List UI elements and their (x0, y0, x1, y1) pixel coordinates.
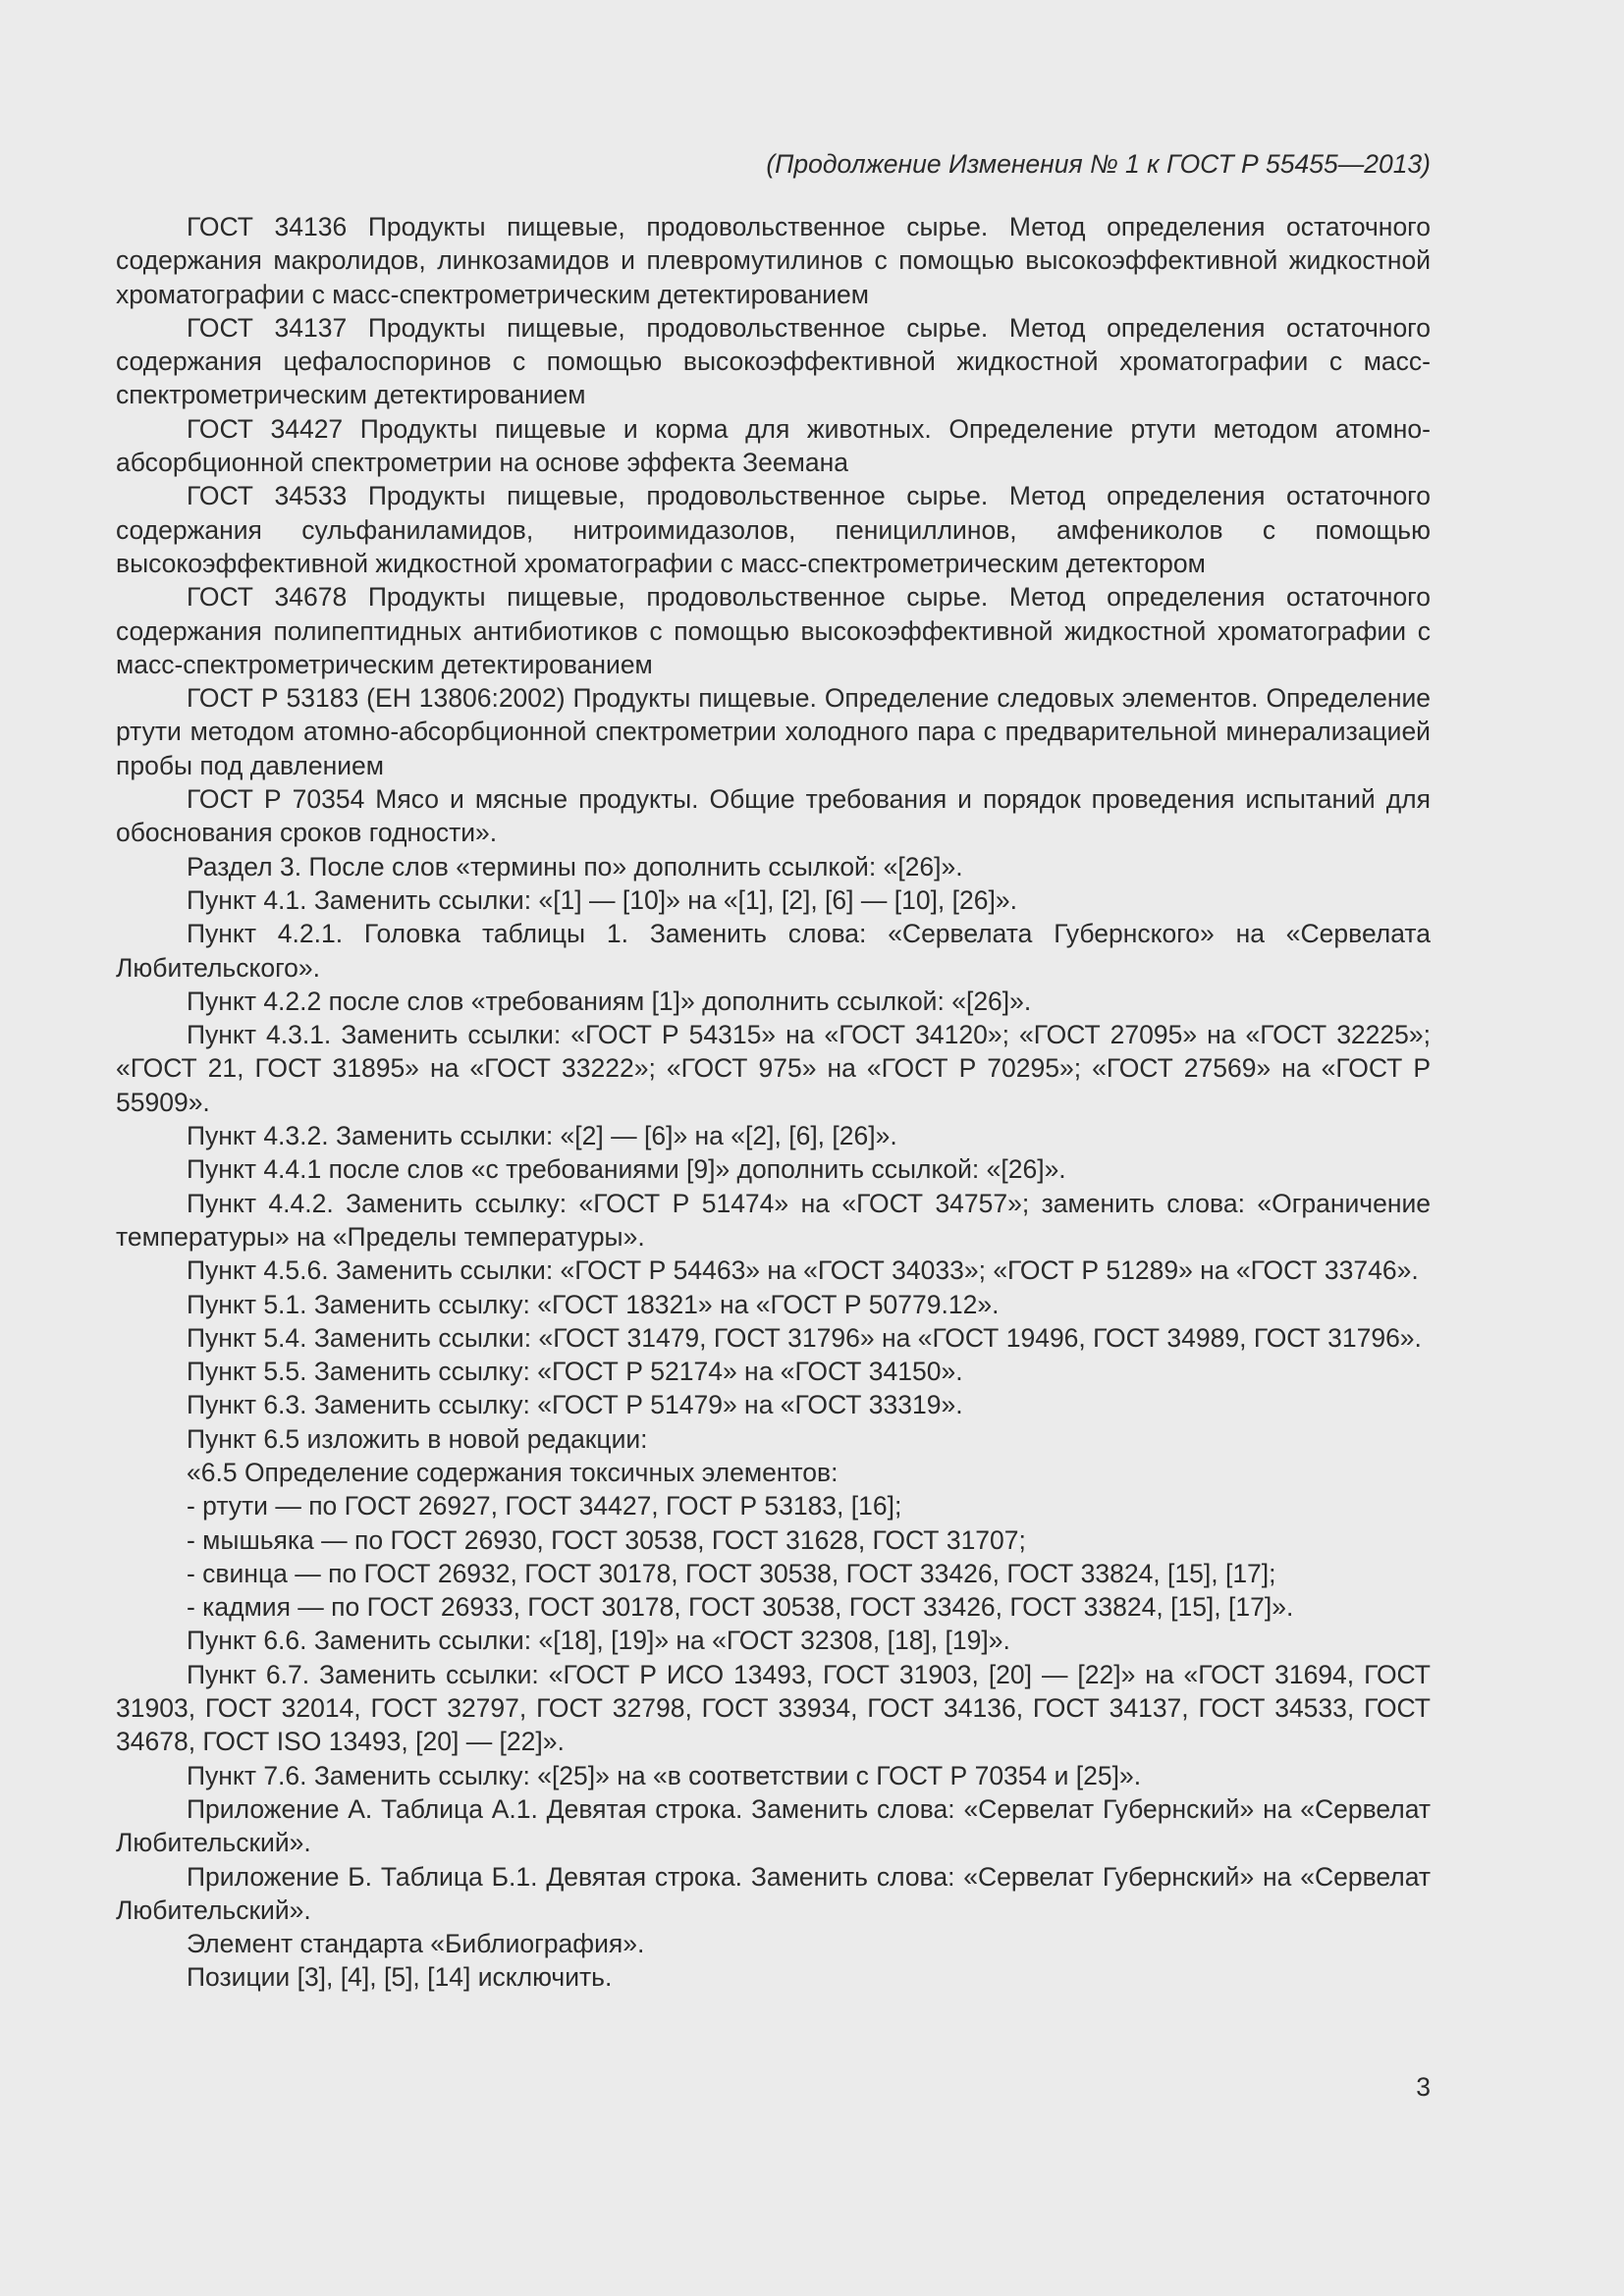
paragraph: ГОСТ 34427 Продукты пищевые и корма для животных. Определение ртути методом атомно-абсорбционной спектрометрии на основе эффекта Зеемана (116, 413, 1431, 478)
paragraph: Пункт 5.5. Заменить ссылку: «ГОСТ Р 52174» на «ГОСТ 34150». (187, 1357, 963, 1387)
running-header: (Продолжение Изменения № 1 к ГОСТ Р 55455—2013) (766, 149, 1431, 179)
document-body (116, 210, 1431, 1995)
paragraph: Пункт 4.3.1. Заменить ссылки: «ГОСТ Р 54315» на «ГОСТ 34120»; «ГОСТ 27095» на «ГОСТ 32225»; «ГОСТ 21, ГОСТ 31895» на «ГОСТ 33222»; «ГОСТ 975» на «ГОСТ Р 70295»; «ГОСТ 27569» на «ГОСТ Р 55909». (116, 1020, 1431, 1117)
paragraph: Пункт 6.3. Заменить ссылку: «ГОСТ Р 51479» на «ГОСТ 33319». (187, 1390, 963, 1420)
paragraph: Пункт 6.7. Заменить ссылки: «ГОСТ Р ИСО 13493, ГОСТ 31903, [20] — [22]» на «ГОСТ 31694, ГОСТ 31903, ГОСТ 32014, ГОСТ 32797, ГОСТ 32798, ГОСТ 33934, ГОСТ 34136, ГОСТ 34137, ГОСТ 34533, ГОСТ 34678, ГОСТ ISO 13493, [20] — [22]». (116, 1659, 1431, 1757)
paragraph: Пункт 4.4.2. Заменить ссылку: «ГОСТ Р 51474» на «ГОСТ 34757»; заменить слова: «Ограничение температуры» на «Пределы температуры». (116, 1188, 1431, 1252)
paragraph: Пункт 4.1. Заменить ссылки: «[1] — [10]» на «[1], [2], [6] — [10], [26]». (187, 884, 1017, 915)
list-item: - мышьяка — по ГОСТ 26930, ГОСТ 30538, ГОСТ 31628, ГОСТ 31707; (187, 1524, 1026, 1555)
paragraph: ГОСТ Р 70354 Мясо и мясные продукты. Общие требования и порядок проведения испытаний для обоснования сроков годности». (116, 784, 1431, 848)
paragraph: Приложение Б. Таблица Б.1. Девятая строка. Заменить слова: «Сервелат Губернский» на «Сервелат Любительский». (116, 1861, 1431, 1925)
paragraph: Пункт 4.5.6. Заменить ссылки: «ГОСТ Р 54463» на «ГОСТ 34033»; «ГОСТ Р 51289» на «ГОСТ 33746». (187, 1255, 1419, 1286)
paragraph: Пункт 5.4. Заменить ссылки: «ГОСТ 31479, ГОСТ 31796» на «ГОСТ 19496, ГОСТ 34989, ГОСТ 31796». (187, 1322, 1422, 1353)
paragraph: Пункт 4.3.2. Заменить ссылки: «[2] — [6]» на «[2], [6], [26]». (187, 1121, 897, 1151)
list-item: - ртути — по ГОСТ 26927, ГОСТ 34427, ГОСТ Р 53183, [16]; (187, 1491, 902, 1522)
paragraph: ГОСТ 34678 Продукты пищевые, продовольственное сырье. Метод определения остаточного содержания полипептидных антибиотиков с помощью высокоэффективной жидкостной хроматографии с масс-спектрометрическим детектированием (116, 582, 1431, 679)
paragraph: ГОСТ 34136 Продукты пищевые, продовольственное сырье. Метод определения остаточного содержания макролидов, линкозамидов и плевромутилинов с помощью высокоэффективной жидкостной хроматографии с масс-спектрометрическим детектированием (116, 212, 1431, 309)
paragraph: ГОСТ 34137 Продукты пищевые, продовольственное сырье. Метод определения остаточного содержания цефалоспоринов с помощью высокоэффективной жидкостной хроматографии с масс-спектрометрическим детектированием (116, 312, 1431, 410)
paragraph: Пункт 7.6. Заменить ссылку: «[25]» на «в соответствии с ГОСТ Р 70354 и [25]». (187, 1760, 1142, 1790)
paragraph: ГОСТ Р 53183 (ЕН 13806:2002) Продукты пищевые. Определение следовых элементов. Определение ртути методом атомно-абсорбционной спектрометрии холодного пара с предварительной минерализацией пробы под давлением (116, 683, 1431, 780)
paragraph: Пункт 4.2.1. Головка таблицы 1. Заменить слова: «Сервелата Губернского» на «Сервелата Любительского». (116, 919, 1431, 983)
paragraph: Пункт 4.4.1 после слов «с требованиями [9]» дополнить ссылкой: «[26]». (187, 1154, 1066, 1185)
page-number: 3 (1416, 2072, 1431, 2102)
paragraph: Пункт 6.5 изложить в новой редакции: (187, 1423, 648, 1454)
list-item: - свинца — по ГОСТ 26932, ГОСТ 30178, ГОСТ 30538, ГОСТ 33426, ГОСТ 33824, [15], [17]; (187, 1558, 1276, 1588)
paragraph: «6.5 Определение содержания токсичных элементов: (187, 1457, 839, 1487)
paragraph: Пункт 4.2.2 после слов «требованиям [1]» дополнить ссылкой: «[26]». (187, 986, 1032, 1016)
paragraph: Элемент стандарта «Библиография». (187, 1929, 645, 1959)
paragraph: Позиции [3], [4], [5], [14] исключить. (187, 1962, 613, 1993)
paragraph: Раздел 3. После слов «термины по» дополнить ссылкой: «[26]». (187, 851, 963, 881)
list-item: - кадмия — по ГОСТ 26933, ГОСТ 30178, ГОСТ 30538, ГОСТ 33426, ГОСТ 33824, [15], [17]». (187, 1592, 1294, 1623)
paragraph: ГОСТ 34533 Продукты пищевые, продовольственное сырье. Метод определения остаточного содержания сульфаниламидов, нитроимидазолов, пенициллинов, амфениколов с помощью высокоэффективной жидкостной хроматографии с масс-спектрометрическим детектором (116, 481, 1431, 578)
paragraph: Пункт 6.6. Заменить ссылки: «[18], [19]» на «ГОСТ 32308, [18], [19]». (187, 1626, 1010, 1656)
paragraph: Приложение А. Таблица А.1. Девятая строка. Заменить слова: «Сервелат Губернский» на «Сервелат Любительский». (116, 1793, 1431, 1858)
paragraph: Пункт 5.1. Заменить ссылку: «ГОСТ 18321» на «ГОСТ Р 50779.12». (187, 1289, 1000, 1319)
